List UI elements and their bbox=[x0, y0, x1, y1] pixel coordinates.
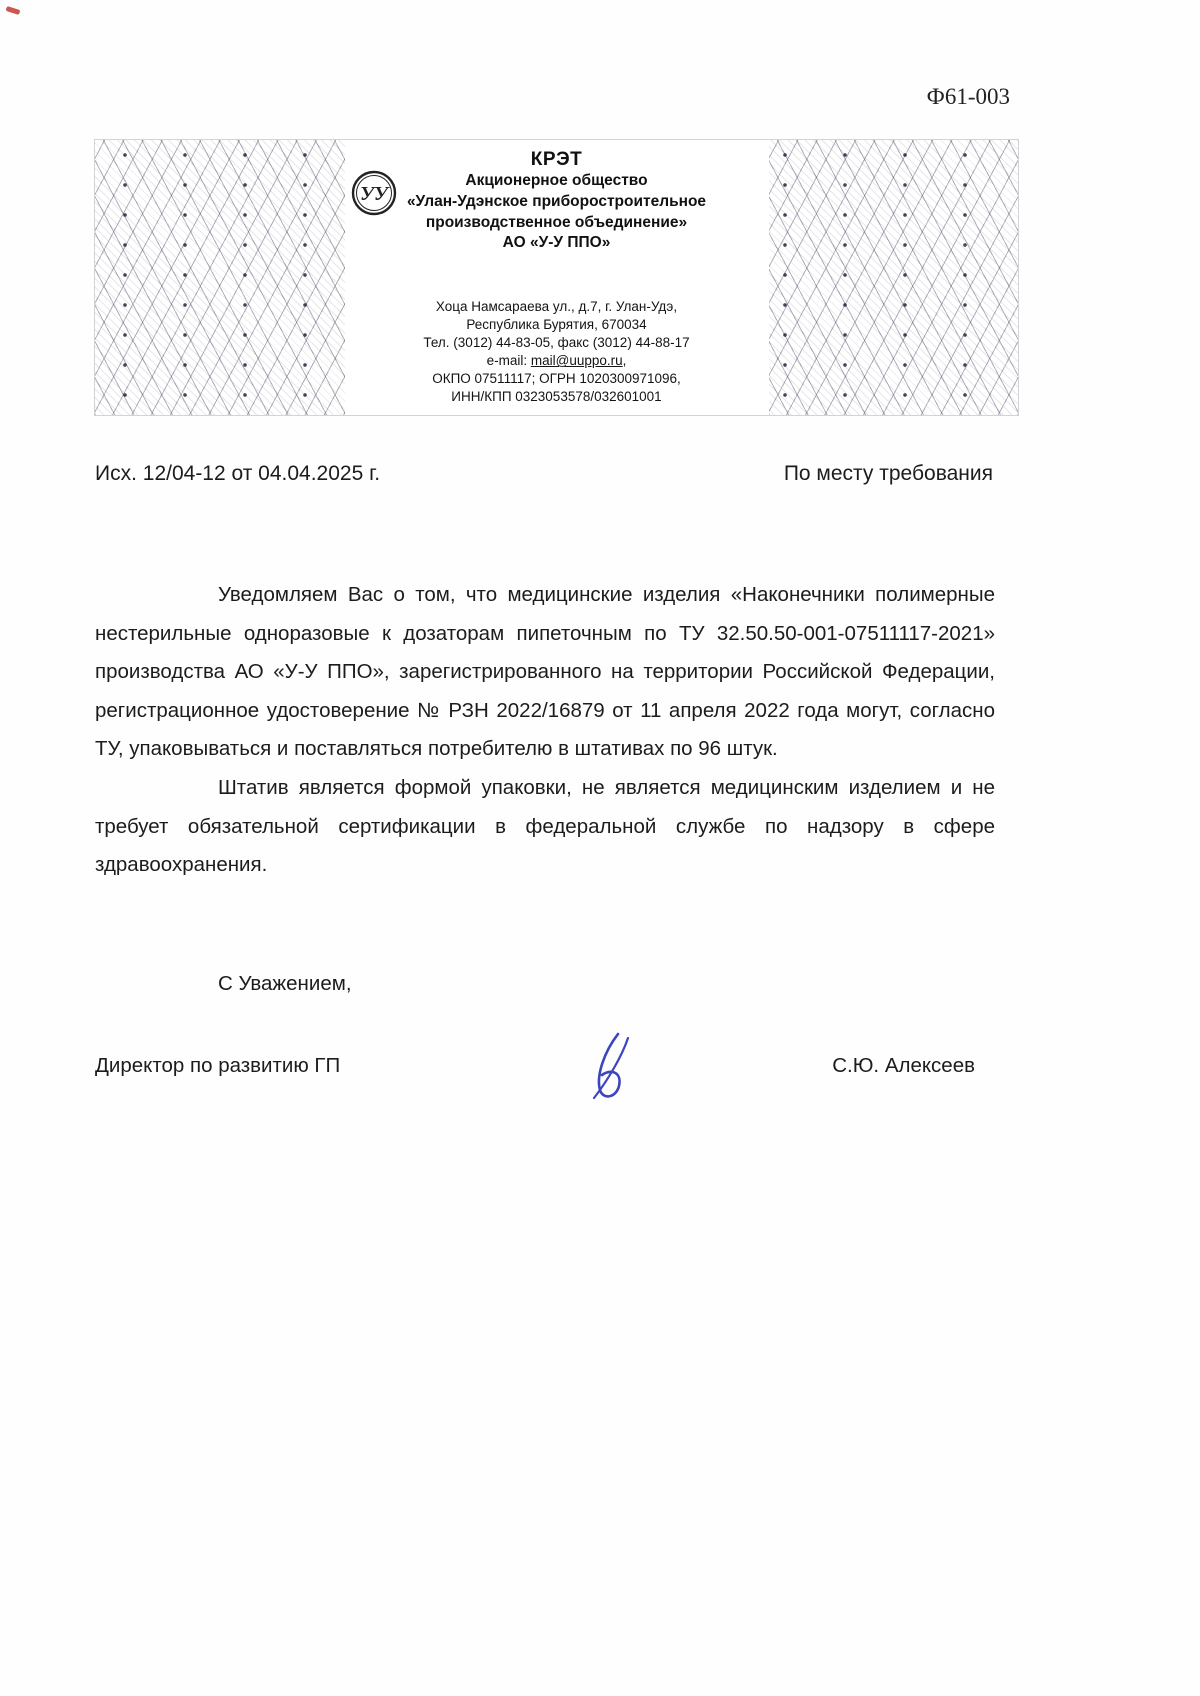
closing-salutation: С Уважением, bbox=[218, 972, 352, 995]
email-suffix: , bbox=[622, 353, 627, 369]
address-line-1: Хоца Намсараева ул., д.7, г. Улан-Удэ, bbox=[435, 299, 678, 315]
company-logo bbox=[351, 170, 397, 216]
email-label: e-mail: bbox=[486, 353, 531, 369]
company-logo-icon bbox=[351, 170, 397, 216]
form-code: Ф61-003 bbox=[926, 84, 1010, 109]
registry-line-2: ИНН/КПП 0323053578/032601001 bbox=[451, 389, 662, 405]
outgoing-number: Исх. 12/04-12 от 04.04.2025 г. bbox=[95, 462, 381, 485]
reference-row bbox=[95, 462, 993, 486]
signature bbox=[566, 1028, 666, 1104]
letterhead-text-panel bbox=[345, 140, 769, 415]
body-paragraph-1: Уведомляем Вас о том, что медицинские изделия «Наконечники полимерные нестерильные одноразовые к дозаторам пипеточным по ТУ 32.50.50-001-07511117-2021» производства АО «У-У ППО», зарегистрированного на территории Российской Федерации, регистрационное удостоверение № РЗН 2022/16879 от 11 апреля 2022 года могут, согласно ТУ, упаковываться и поставляться потребителю в штативах по 96 штук. bbox=[95, 583, 995, 761]
company-name-line-2: «Улан-Удэнское приборостроительное bbox=[406, 192, 707, 210]
company-short-name: АО «У-У ППО» bbox=[502, 234, 611, 252]
brand-title: КРЭТ bbox=[530, 149, 583, 170]
company-name-line-3: производственное объединение» bbox=[425, 213, 688, 231]
signature-ink-icon bbox=[566, 1028, 666, 1104]
addressee: По месту требования bbox=[783, 462, 993, 485]
address-line-2: Республика Бурятия, 670034 bbox=[466, 317, 647, 333]
company-name-line-1: Акционерное общество bbox=[465, 172, 648, 189]
signer-name: С.Ю. Алексеев bbox=[832, 1054, 975, 1077]
email-line bbox=[345, 352, 769, 370]
company-logo-monogram: УУ bbox=[359, 183, 388, 205]
signature-row bbox=[95, 1028, 975, 1104]
letter-body bbox=[95, 576, 995, 885]
registry-line-1: ОКПО 07511117; ОГРН 1020300971096, bbox=[432, 371, 681, 387]
email-link[interactable]: mail@uuppo.ru bbox=[530, 353, 623, 369]
phone-fax-line: Тел. (3012) 44-83-05, факс (3012) 44-88-17 bbox=[423, 335, 690, 351]
body-paragraph-2: Штатив является формой упаковки, не является медицинским изделием и не требует обязательной сертификации в федеральной службе по надзору в сфере здравоохранения. bbox=[95, 775, 995, 877]
letterhead-band bbox=[95, 140, 1018, 415]
company-contacts bbox=[345, 298, 769, 406]
signer-position: Директор по развитию ГП bbox=[95, 1054, 341, 1077]
scan-artifact-mark bbox=[6, 6, 21, 15]
